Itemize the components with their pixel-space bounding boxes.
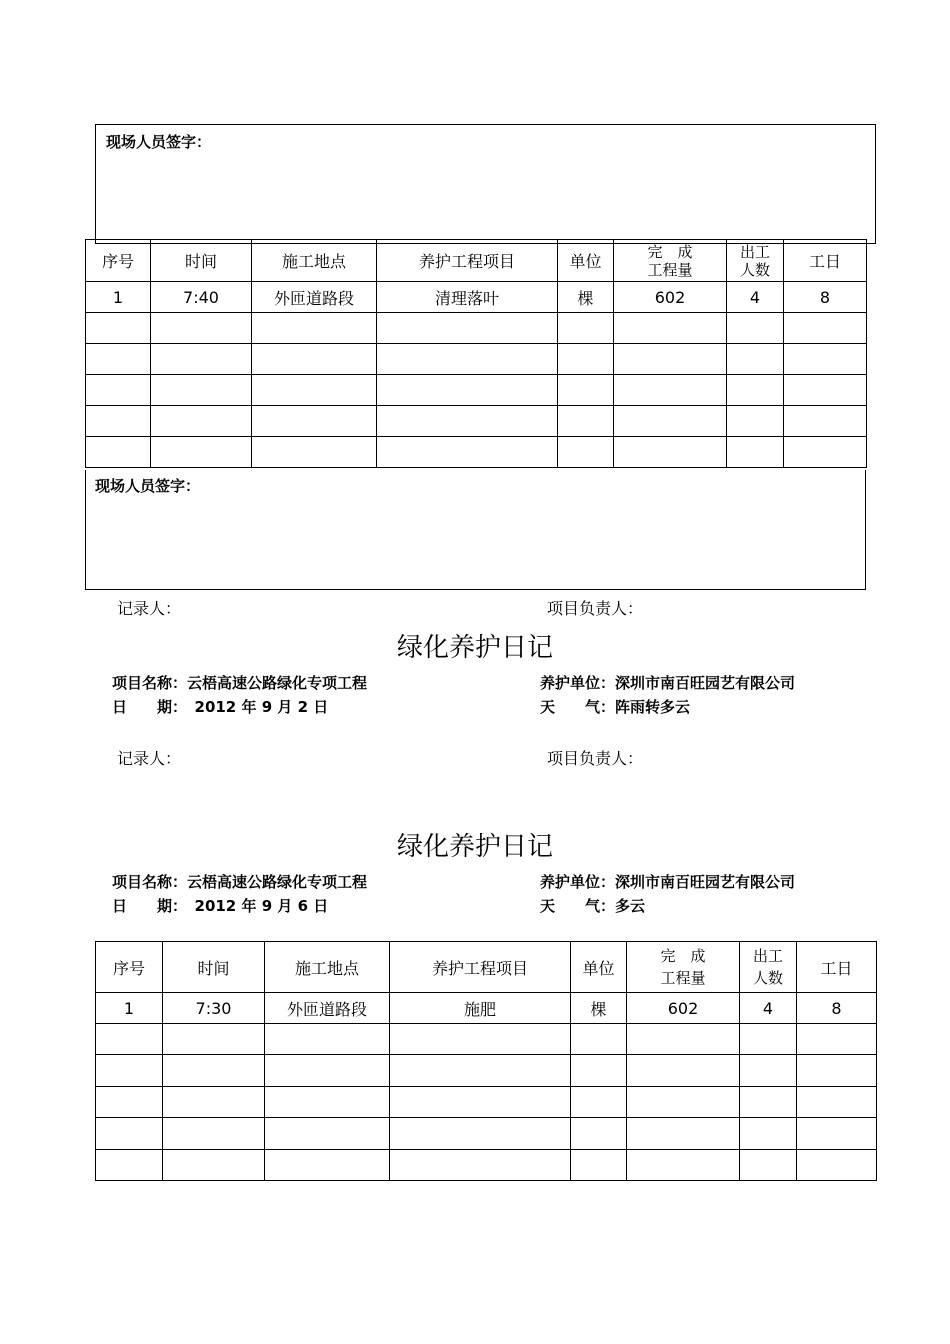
cell-workers: 4 (727, 282, 784, 313)
cell-workdays: 8 (797, 993, 877, 1024)
diary-date: 日 期： 2012 年 9 月 2 日 (112, 698, 329, 716)
diary-title: 绿化养护日记 (396, 832, 553, 862)
signature-label: 现场人员签字： (106, 133, 212, 151)
cell-time: 7:40 (151, 282, 252, 313)
diary-weather: 天 气：多云 (540, 897, 646, 915)
header-project: 养护工程项目 (390, 942, 571, 993)
header-workers: 出工 人数 (740, 942, 797, 993)
maintenance-unit: 养护单位：深圳市南百旺园艺有限公司 (540, 873, 796, 891)
diary-weather: 天 气：阵雨转多云 (540, 698, 691, 716)
cell-index: 1 (96, 993, 163, 1024)
header-index: 序号 (96, 942, 163, 993)
cell-location: 外匝道路段 (252, 282, 377, 313)
header-project: 养护工程项目 (377, 240, 558, 282)
header-unit: 单位 (558, 240, 614, 282)
table-row-empty (96, 1024, 877, 1055)
cell-index: 1 (86, 282, 151, 313)
maintenance-unit: 养护单位：深圳市南百旺园艺有限公司 (540, 674, 796, 692)
signature-label: 现场人员签字： (95, 477, 201, 495)
project-name: 项目名称：云梧高速公路绿化专项工程 (112, 873, 368, 891)
table-row-empty (86, 437, 867, 468)
table-row-empty (96, 1150, 877, 1181)
header-location: 施工地点 (265, 942, 390, 993)
signature-box-bottom (85, 470, 866, 590)
maintenance-table-top (85, 239, 867, 468)
cell-project: 清理落叶 (377, 282, 558, 313)
table-header-row (96, 942, 877, 993)
cell-unit: 棵 (558, 282, 614, 313)
cell-time: 7:30 (163, 993, 265, 1024)
table-row-empty (96, 1087, 877, 1118)
table-row-empty (86, 344, 867, 375)
table-row-empty (96, 1118, 877, 1150)
cell-workdays: 8 (784, 282, 867, 313)
header-time: 时间 (151, 240, 252, 282)
header-quantity: 完 成 工程量 (627, 942, 740, 993)
manager-label: 项目负责人： (547, 599, 644, 618)
cell-workers: 4 (740, 993, 797, 1024)
cell-project: 施肥 (390, 993, 571, 1024)
cell-quantity: 602 (614, 282, 727, 313)
signature-box-top (95, 124, 876, 244)
header-workdays: 工日 (797, 942, 877, 993)
diary-date: 日 期： 2012 年 9 月 6 日 (112, 897, 329, 915)
table-header-row (86, 240, 867, 282)
diary-title: 绿化养护日记 (396, 633, 553, 663)
manager-label: 项目负责人： (547, 749, 644, 768)
table-row-empty (86, 375, 867, 406)
recorder-label: 记录人： (117, 599, 182, 618)
header-index: 序号 (86, 240, 151, 282)
cell-location: 外匝道路段 (265, 993, 390, 1024)
table-row-empty (86, 313, 867, 344)
header-workdays: 工日 (784, 240, 867, 282)
header-time: 时间 (163, 942, 265, 993)
header-location: 施工地点 (252, 240, 377, 282)
header-quantity: 完 成 工程量 (614, 240, 727, 282)
header-unit: 单位 (571, 942, 627, 993)
cell-unit: 棵 (571, 993, 627, 1024)
cell-quantity: 602 (627, 993, 740, 1024)
table-row-empty (96, 1055, 877, 1087)
project-name: 项目名称：云梧高速公路绿化专项工程 (112, 674, 368, 692)
maintenance-table-bottom (95, 941, 877, 1181)
table-row (96, 993, 877, 1024)
table-row (86, 282, 867, 313)
table-row-empty (86, 406, 867, 437)
header-workers: 出工 人数 (727, 240, 784, 282)
recorder-label: 记录人： (117, 749, 182, 768)
